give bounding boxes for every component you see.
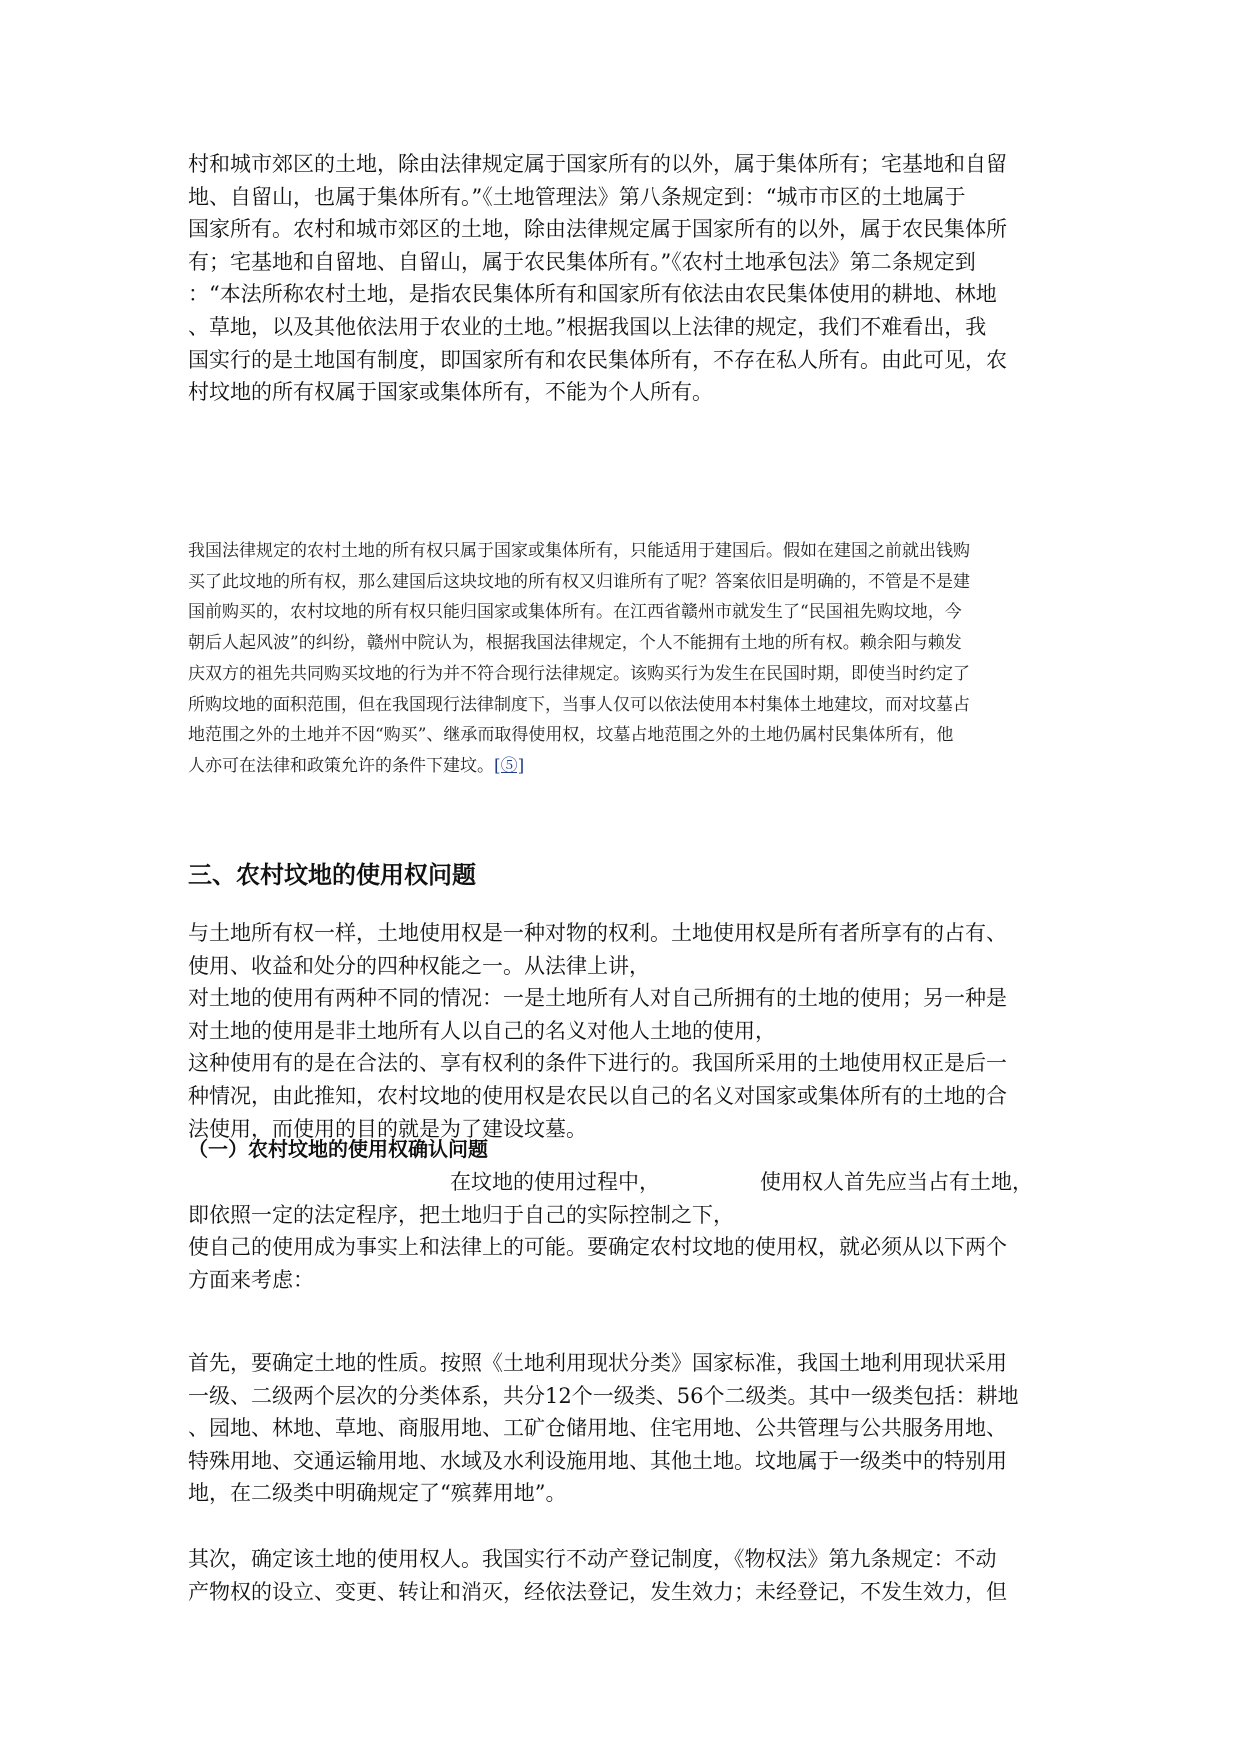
text-line: 种情况，由此推知，农村坟地的使用权是农民以自己的名义对国家或集体所有的土地的合 [188, 1083, 1007, 1108]
paragraph-land-nature [188, 1347, 1058, 1510]
text-line: 国家所有。农村和城市郊区的土地，除由法律规定属于国家所有的以外，属于农民集体所 [188, 217, 1007, 242]
paragraph-ganzhou-case [188, 536, 1056, 782]
text-line: 朝后人起风波”的纠纷，赣州中院认为，根据我国法律规定，个人不能拥有土地的所有权。赖余阳与赖发 [188, 633, 962, 654]
text-line: 村坟地的所有权属于国家或集体所有，不能为个人所有。 [188, 380, 713, 405]
text-line: 特殊用地、交通运输用地、水域及水利设施用地、其他土地。坟地属于一级类中的特别用 [188, 1448, 1007, 1473]
text-line: 首先，要确定土地的性质。按照《土地利用现状分类》国家标准，我国土地利用现状采用 [188, 1351, 1007, 1375]
text-line: 使自己的使用成为事实上和法律上的可能。要确定农村坟地的使用权，就必须从以下两个 [188, 1235, 1007, 1260]
text-line: 与土地所有权一样，土地使用权是一种对物的权利。土地使用权是所有者所享有的占有、 [188, 921, 1007, 945]
text-line: 、草地，以及其他依法用于农业的土地。”根据我国以上法律的规定，我们不难看出，我 [188, 314, 987, 339]
text-line: 国前购买的，农村坟地的所有权只能归国家或集体所有。在江西省赣州市就发生了“民国祖先购坟地，今 [188, 602, 962, 623]
text-line: ：“本法所称农村土地，是指农民集体所有和国家所有依法由农民集体使用的耕地、林地 [188, 282, 997, 307]
text-line: 这种使用有的是在合法的、享有权利的条件下进行的。我国所采用的土地使用权正是后一 [188, 1051, 1007, 1076]
text-line: 买了此坟地的所有权，那么建国后这块坟地的所有权又归谁所有了呢？答案依旧是明确的，不管是不是建 [188, 571, 970, 592]
text-segment: 人亦可在法律和政策允许的条件下建坟。 [188, 755, 494, 776]
text-line: 即依照一定的法定程序，把土地归于自己的实际控制之下， [188, 1202, 734, 1227]
text-line: 我国法律规定的农村土地的所有权只属于国家或集体所有，只能适用于建国后。假如在建国之前就出钱购 [188, 541, 970, 561]
text-line: 所购坟地的面积范围，但在我国现行法律制度下，当事人仅可以依法使用本村集体土地建坟，而对坟墓占 [188, 694, 970, 715]
text-line: 有；宅基地和自留地、自留山，属于农民集体所有。”《农村土地承包法》第二条规定到 [188, 249, 976, 274]
text-line: 国实行的是土地国有制度，即国家所有和农民集体所有，不存在私人所有。由此可见，农 [188, 347, 1007, 372]
text-line: 对土地的使用是非土地所有人以自己的名义对他人土地的使用， [188, 1018, 776, 1043]
text-line: 产物权的设立、变更、转让和消灭，经依法登记，发生效力；未经登记，不发生效力，但 [188, 1579, 1007, 1604]
paragraph-ownership-law [188, 148, 1058, 409]
text-line: 其次，确定该土地的使用权人。我国实行不动产登记制度，《物权法》第九条规定：不动 [188, 1547, 997, 1571]
text-line: 方面来考虑： [188, 1267, 314, 1292]
text-line: 地范围之外的土地并不因“购买”、继承而取得使用权，坟墓占地范围之外的土地仍属村民集体所有，他 [188, 725, 954, 746]
text-segment: 在坟地的使用过程中， [450, 1170, 660, 1194]
text-line: 村和城市郊区的土地，除由法律规定属于国家所有的以外，属于集体所有；宅基地和自留 [188, 152, 1007, 176]
text-line: 地、自留山，也属于集体所有。”《土地管理法》第八条规定到：“城市市区的土地属于 [188, 184, 966, 209]
text-segment: 使用权人首先应当占有土地， [760, 1170, 1033, 1194]
section-heading: 三、农村坟地的使用权问题 [188, 860, 476, 889]
text-line: 一级、二级两个层次的分类体系，共分12个一级类、56个二级类。其中一级类包括：耕地 [188, 1383, 1019, 1408]
paragraph-right-holder [188, 1543, 1058, 1608]
text-line: 庆双方的祖先共同购买坟地的行为并不符合现行法律规定。该购买行为发生在民国时期，即使当时约定了 [188, 663, 970, 684]
paragraph-use-right [188, 917, 1058, 1161]
subsection-heading: （一）农村坟地的使用权确认问题 [188, 1137, 488, 1161]
text-line: 法使用，而使用的目的就是为了建设坟墓。 [188, 1116, 587, 1141]
text-line: 对土地的使用有两种不同的情况：一是土地所有人对自己所拥有的土地的使用；另一种是 [188, 986, 1007, 1011]
text-line: 地，在二级类中明确规定了“殡葬用地”。 [188, 1481, 567, 1506]
text-line: 使用、收益和处分的四种权能之一。从法律上讲， [188, 953, 650, 978]
text-line [188, 751, 1056, 782]
paragraph-use-confirmation [188, 1166, 1058, 1296]
text-line: 、园地、林地、草地、商服用地、工矿仓储用地、住宅用地、公共管理与公共服务用地、 [188, 1416, 1007, 1441]
text-line [188, 1166, 1058, 1199]
footnote-link[interactable]: [⑤] [494, 755, 525, 776]
